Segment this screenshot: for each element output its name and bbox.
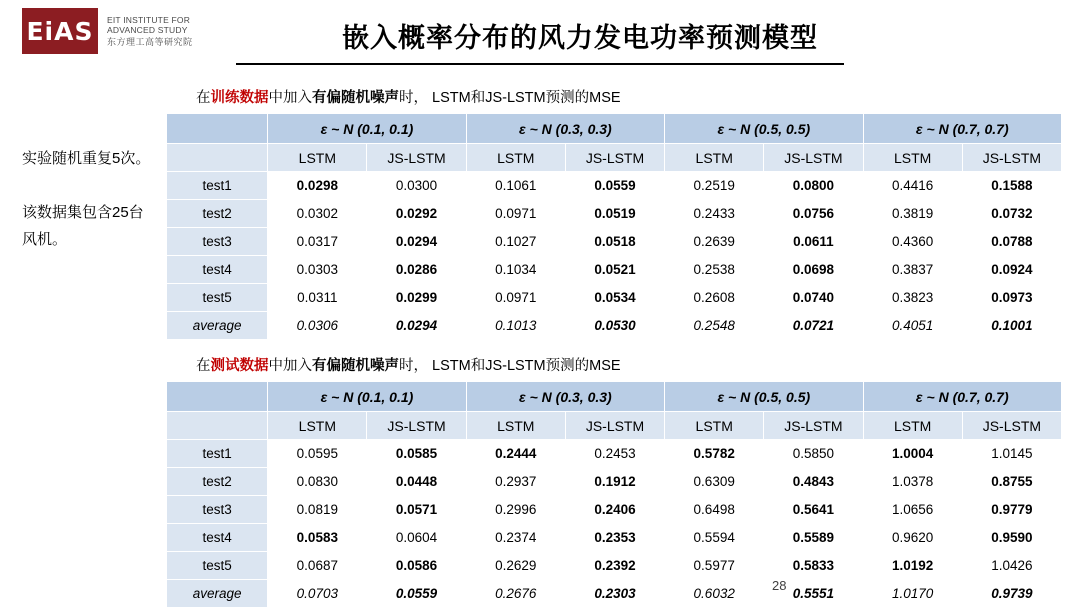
table-cell: 1.0170 — [863, 580, 962, 608]
table-cell: 0.0971 — [466, 200, 565, 228]
model-header-cell: JS-LSTM — [962, 412, 1061, 440]
table-cell: 0.0306 — [268, 312, 367, 340]
table-cell: 0.0611 — [764, 228, 863, 256]
table-cell: 0.0973 — [962, 284, 1061, 312]
table-header-groups — [167, 382, 1062, 412]
caption-mid: 中加入 — [268, 90, 312, 106]
row-label-cell: test3 — [167, 228, 268, 256]
table-cell: 0.2629 — [466, 552, 565, 580]
table-cell: 0.0294 — [367, 228, 466, 256]
side-notes — [22, 146, 152, 281]
group-header-cell: ε ~ N (0.1, 0.1) — [268, 114, 466, 144]
table-cell: 0.0534 — [565, 284, 664, 312]
table-cell: 0.5551 — [764, 580, 863, 608]
table-cell: 0.0732 — [962, 200, 1061, 228]
table-cell: 0.5589 — [764, 524, 863, 552]
table-cell: 0.0518 — [565, 228, 664, 256]
table-cell: 0.0559 — [367, 580, 466, 608]
table-cell: 0.2303 — [565, 580, 664, 608]
testing-mse-table — [166, 381, 1062, 608]
logo-mark-icon: EiAS — [22, 8, 98, 54]
table-cell: 1.0426 — [962, 552, 1061, 580]
table-cell: 0.6309 — [665, 468, 764, 496]
caption-testing-data — [196, 354, 621, 375]
table-cell: 0.6032 — [665, 580, 764, 608]
row-label-cell: average — [167, 312, 268, 340]
table-cell: 0.3837 — [863, 256, 962, 284]
model-header-cell: JS-LSTM — [764, 412, 863, 440]
group-header-cell: ε ~ N (0.1, 0.1) — [268, 382, 466, 412]
training-table-body — [167, 114, 1062, 340]
table-cell: 0.2937 — [466, 468, 565, 496]
table-cell: 1.0656 — [863, 496, 962, 524]
table-cell: 0.0300 — [367, 172, 466, 200]
table-cell: 0.2548 — [665, 312, 764, 340]
table-corner-cell — [167, 412, 268, 440]
table-cell: 0.0317 — [268, 228, 367, 256]
model-header-cell: LSTM — [466, 144, 565, 172]
table-cell: 0.0819 — [268, 496, 367, 524]
table-cell: 0.2406 — [565, 496, 664, 524]
group-header-cell: ε ~ N (0.5, 0.5) — [665, 382, 863, 412]
table-cell: 0.0721 — [764, 312, 863, 340]
caption-bold: 有偏随机噪声 — [312, 358, 399, 374]
table-cell: 1.0192 — [863, 552, 962, 580]
table-cell: 0.8755 — [962, 468, 1061, 496]
table-cell: 0.1027 — [466, 228, 565, 256]
table-cell: 0.1013 — [466, 312, 565, 340]
table-row — [167, 580, 1062, 608]
model-header-cell: JS-LSTM — [367, 144, 466, 172]
table-cell: 0.1001 — [962, 312, 1061, 340]
table-cell: 0.0530 — [565, 312, 664, 340]
table-cell: 0.9779 — [962, 496, 1061, 524]
table-cell: 0.0448 — [367, 468, 466, 496]
table-row — [167, 172, 1062, 200]
table-cell: 0.2392 — [565, 552, 664, 580]
caption-mid: 中加入 — [268, 358, 312, 374]
table-cell: 1.0145 — [962, 440, 1061, 468]
page-title: 嵌入概率分布的风力发电功率预测模型 — [342, 23, 818, 53]
table-cell: 0.2433 — [665, 200, 764, 228]
table-cell: 0.5594 — [665, 524, 764, 552]
table-row — [167, 524, 1062, 552]
caption-bold: 有偏随机噪声 — [312, 90, 399, 106]
table-cell: 0.1034 — [466, 256, 565, 284]
table-cell: 0.2519 — [665, 172, 764, 200]
table-cell: 0.4051 — [863, 312, 962, 340]
caption-prefix: 在 — [196, 358, 211, 374]
table-cell: 0.2676 — [466, 580, 565, 608]
table-cell: 0.0519 — [565, 200, 664, 228]
row-label-cell: test2 — [167, 468, 268, 496]
table-cell: 0.3823 — [863, 284, 962, 312]
table-cell: 0.0788 — [962, 228, 1061, 256]
table-row — [167, 468, 1062, 496]
training-mse-table — [166, 113, 1062, 340]
table-cell: 0.6498 — [665, 496, 764, 524]
table-row — [167, 552, 1062, 580]
table-row — [167, 440, 1062, 468]
table-cell: 0.0302 — [268, 200, 367, 228]
group-header-cell: ε ~ N (0.7, 0.7) — [863, 114, 1061, 144]
row-label-cell: test3 — [167, 496, 268, 524]
caption-training-data — [196, 86, 621, 107]
model-header-cell: JS-LSTM — [962, 144, 1061, 172]
logo-en-line1: EIT INSTITUTE FOR — [107, 14, 191, 25]
table-cell: 0.9739 — [962, 580, 1061, 608]
model-header-cell: JS-LSTM — [565, 144, 664, 172]
table-cell: 0.2608 — [665, 284, 764, 312]
group-header-cell: ε ~ N (0.7, 0.7) — [863, 382, 1061, 412]
table-cell: 0.0298 — [268, 172, 367, 200]
table-cell: 0.5782 — [665, 440, 764, 468]
table-cell: 0.1588 — [962, 172, 1061, 200]
table-row — [167, 228, 1062, 256]
group-header-cell: ε ~ N (0.5, 0.5) — [665, 114, 863, 144]
table-corner-cell — [167, 144, 268, 172]
note-line-2: 该数据集包含25台风机。 — [22, 204, 144, 248]
table-cell: 0.0756 — [764, 200, 863, 228]
table-cell: 0.4416 — [863, 172, 962, 200]
table-row — [167, 256, 1062, 284]
table-corner-cell — [167, 114, 268, 144]
table-cell: 0.2453 — [565, 440, 664, 468]
table-header-groups — [167, 114, 1062, 144]
group-header-cell: ε ~ N (0.3, 0.3) — [466, 382, 664, 412]
row-label-cell: test5 — [167, 284, 268, 312]
table-cell: 0.0571 — [367, 496, 466, 524]
table-row — [167, 496, 1062, 524]
table-cell: 0.0830 — [268, 468, 367, 496]
table-cell: 0.9590 — [962, 524, 1061, 552]
model-header-cell: LSTM — [863, 144, 962, 172]
testing-table-body — [167, 382, 1062, 608]
table-row — [167, 312, 1062, 340]
title-underline — [236, 63, 844, 65]
logo-cn-line: 东方理工高等研究院 — [107, 36, 193, 47]
table-cell: 0.0559 — [565, 172, 664, 200]
model-header-cell: JS-LSTM — [367, 412, 466, 440]
row-label-cell: test1 — [167, 440, 268, 468]
row-label-cell: test4 — [167, 256, 268, 284]
table-cell: 0.0303 — [268, 256, 367, 284]
table-header-models — [167, 144, 1062, 172]
table-cell: 1.0378 — [863, 468, 962, 496]
table-cell: 0.0585 — [367, 440, 466, 468]
model-header-cell: JS-LSTM — [565, 412, 664, 440]
row-label-cell: test2 — [167, 200, 268, 228]
model-header-cell: LSTM — [863, 412, 962, 440]
table-cell: 0.0924 — [962, 256, 1061, 284]
table-cell: 0.2538 — [665, 256, 764, 284]
model-header-cell: LSTM — [268, 144, 367, 172]
table-cell: 0.0698 — [764, 256, 863, 284]
table-cell: 0.0595 — [268, 440, 367, 468]
table-row — [167, 284, 1062, 312]
table-cell: 0.9620 — [863, 524, 962, 552]
table-cell: 0.0521 — [565, 256, 664, 284]
group-header-cell: ε ~ N (0.3, 0.3) — [466, 114, 664, 144]
table-cell: 0.2996 — [466, 496, 565, 524]
caption-suffix: 时， LSTM和JS-LSTM预测的MSE — [399, 90, 621, 106]
table-row — [167, 200, 1062, 228]
table-cell: 0.0800 — [764, 172, 863, 200]
caption-highlight: 训练数据 — [210, 90, 269, 106]
table-cell: 0.3819 — [863, 200, 962, 228]
table-cell: 0.2374 — [466, 524, 565, 552]
model-header-cell: LSTM — [665, 412, 764, 440]
table-cell: 0.0583 — [268, 524, 367, 552]
table-cell: 0.0299 — [367, 284, 466, 312]
table-cell: 0.0294 — [367, 312, 466, 340]
table-cell: 0.2639 — [665, 228, 764, 256]
table-cell: 0.4360 — [863, 228, 962, 256]
table-cell: 0.5850 — [764, 440, 863, 468]
table-cell: 0.1061 — [466, 172, 565, 200]
table-cell: 0.0740 — [764, 284, 863, 312]
table-corner-cell — [167, 382, 268, 412]
caption-suffix: 时， LSTM和JS-LSTM预测的MSE — [399, 358, 621, 374]
table-cell: 1.0004 — [863, 440, 962, 468]
model-header-cell: LSTM — [466, 412, 565, 440]
table-cell: 0.0687 — [268, 552, 367, 580]
model-header-cell: LSTM — [665, 144, 764, 172]
table-cell: 0.1912 — [565, 468, 664, 496]
table-cell: 0.0311 — [268, 284, 367, 312]
table-cell: 0.2353 — [565, 524, 664, 552]
table-cell: 0.5641 — [764, 496, 863, 524]
table-cell: 0.2444 — [466, 440, 565, 468]
note-line-1: 实验随机重复5次。 — [22, 150, 151, 167]
table-cell: 0.0286 — [367, 256, 466, 284]
table-cell: 0.0703 — [268, 580, 367, 608]
table-cell: 0.0586 — [367, 552, 466, 580]
logo-en-line2: ADVANCED STUDY — [107, 24, 188, 35]
row-label-cell: test1 — [167, 172, 268, 200]
row-label-cell: test5 — [167, 552, 268, 580]
table-header-models — [167, 412, 1062, 440]
table-cell: 0.0292 — [367, 200, 466, 228]
row-label-cell: test4 — [167, 524, 268, 552]
table-cell: 0.5833 — [764, 552, 863, 580]
caption-highlight: 测试数据 — [210, 358, 269, 374]
model-header-cell: LSTM — [268, 412, 367, 440]
caption-prefix: 在 — [196, 90, 211, 106]
table-cell: 0.0971 — [466, 284, 565, 312]
model-header-cell: JS-LSTM — [764, 144, 863, 172]
table-cell: 0.4843 — [764, 468, 863, 496]
table-cell: 0.5977 — [665, 552, 764, 580]
row-label-cell: average — [167, 580, 268, 608]
slide-header — [0, 0, 1080, 68]
table-cell: 0.0604 — [367, 524, 466, 552]
page-number: 28 — [772, 578, 787, 593]
